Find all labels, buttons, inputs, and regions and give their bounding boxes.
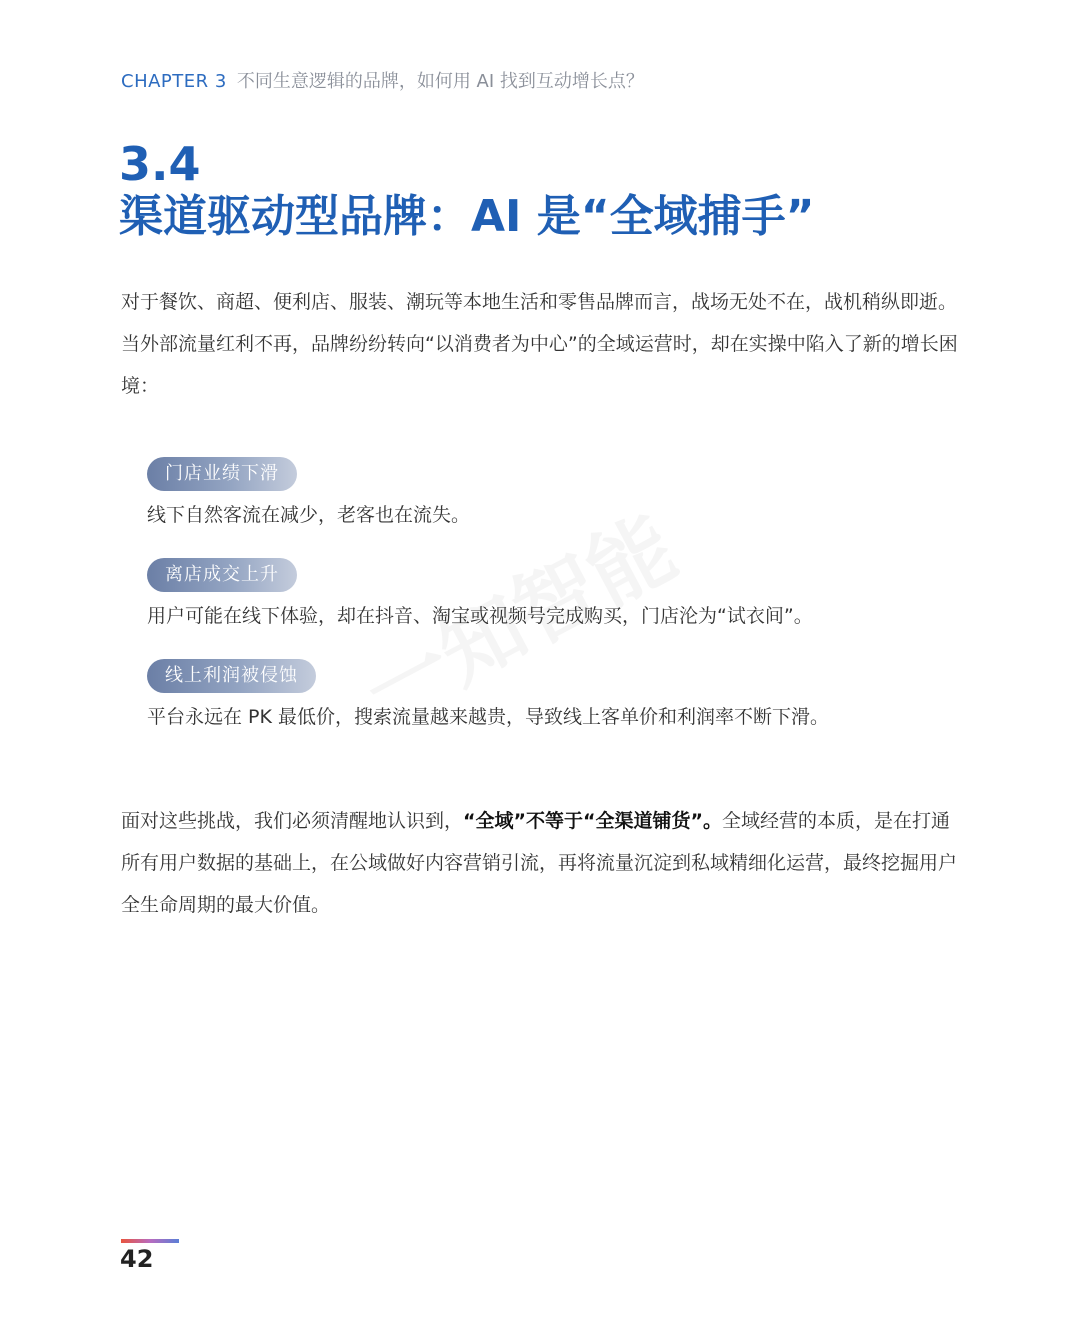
page-number-accent-bar [121,1239,179,1243]
challenge-description: 线下自然客流在减少，老客也在流失。 [147,504,471,526]
conclusion-paragraph [121,800,963,926]
section-number: 3.4 [119,137,201,191]
conclusion-rest: 全域经营的本质，是在打通所有用户数据的基础上，在公域做好内容营销引流，再将流量沉淀到私域精细化运营，最终挖掘用户全生命周期的最大价值。 [121,810,958,916]
section-title: 渠道驱动型品牌：AI 是“全域捕手” [119,191,815,242]
running-header [121,70,644,94]
intro-paragraph: 对于餐饮、商超、便利店、服装、潮玩等本地生活和零售品牌而言，战场无处不在，战机稍纵即逝。当外部流量红利不再，品牌纷纷转向“以消费者为中心”的全域运营时，却在实操中陷入了新的增长困境： [121,291,958,397]
page-number: 42 [120,1245,154,1273]
chapter-subtitle: 不同生意逻辑的品牌，如何用 AI 找到互动增长点？ [236,71,644,92]
challenge-tag: 离店成交上升 [147,558,297,592]
challenge-tag: 门店业绩下滑 [147,457,297,491]
conclusion-emphasis: “全域”不等于“全渠道铺货”。 [463,810,722,832]
challenge-item [147,558,813,630]
challenge-item [147,659,829,731]
challenge-description: 平台永远在 PK 最低价，搜索流量越来越贵，导致线上客单价和利润率不断下滑。 [147,706,829,728]
challenge-tag: 线上利润被侵蚀 [147,659,316,693]
challenge-item [147,457,470,529]
conclusion-lead: 面对这些挑战，我们必须清醒地认识到， [121,810,464,832]
challenge-description: 用户可能在线下体验，却在抖音、淘宝或视频号完成购买，门店沦为“试衣间”。 [147,605,813,627]
chapter-label: CHAPTER 3 [121,71,227,92]
